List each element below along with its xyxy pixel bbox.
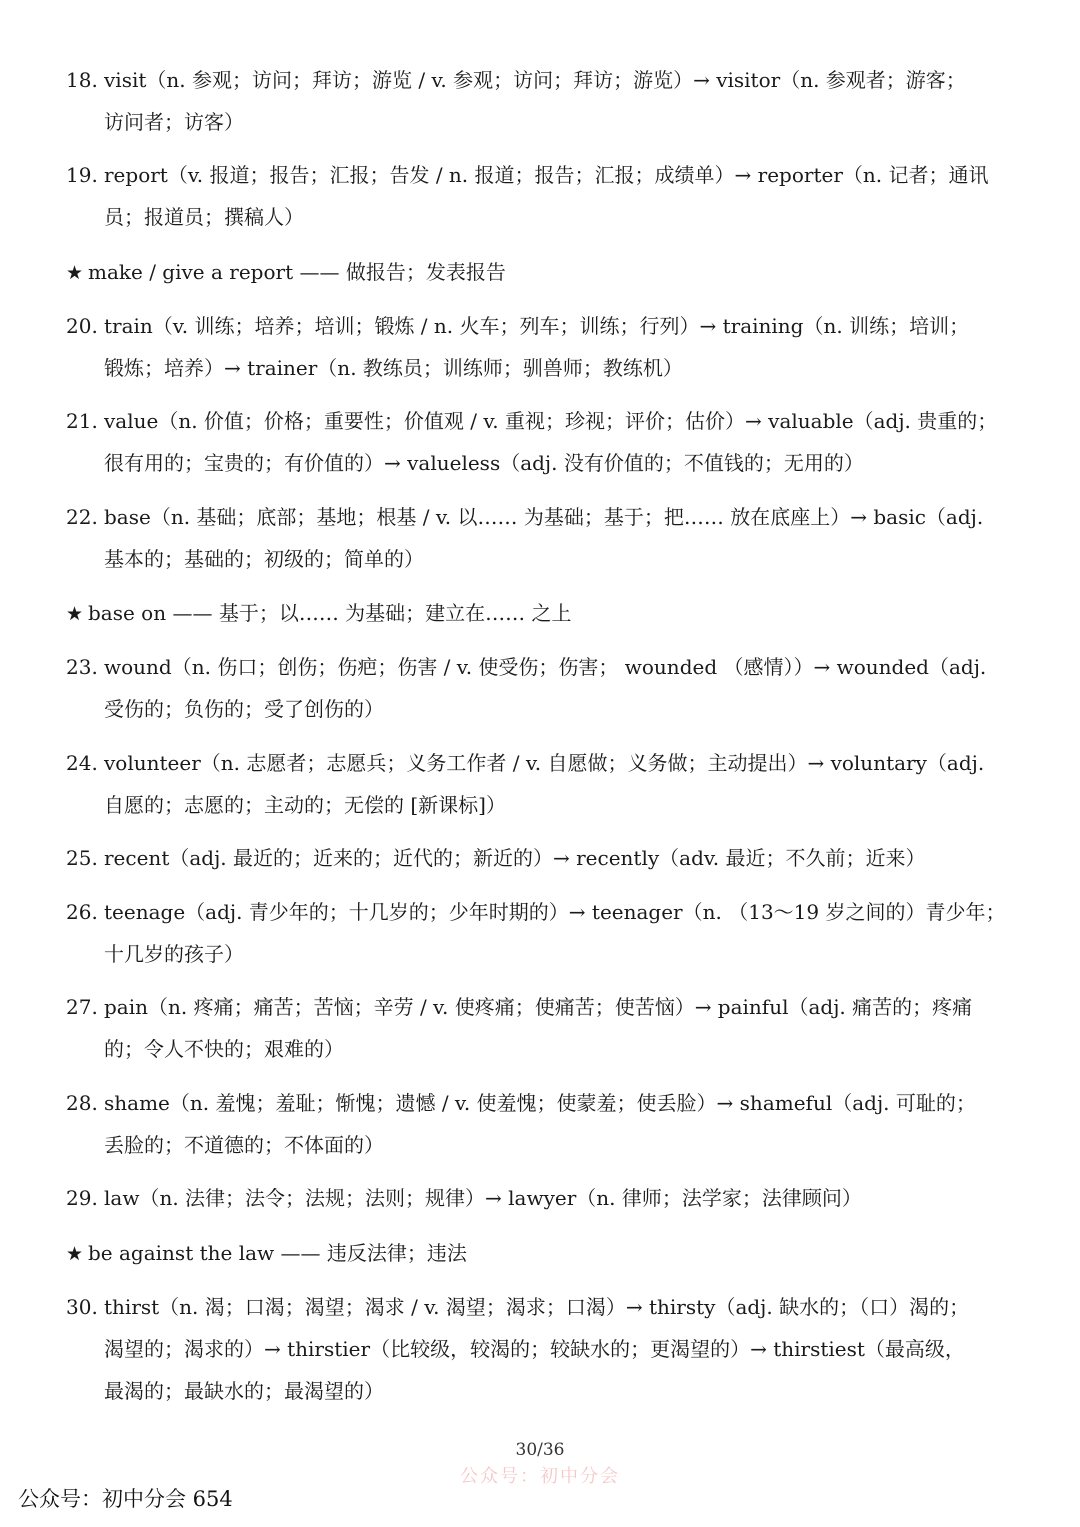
entry-number: 18. bbox=[66, 68, 98, 92]
vocab-entry-29 bbox=[66, 1177, 1026, 1219]
entry-number: 25. bbox=[66, 846, 98, 870]
page-number: 30/36 bbox=[515, 1440, 565, 1460]
vocab-entry-28 bbox=[66, 1082, 1026, 1166]
entry-text: wound（n. 伤口；创伤；伤疤；伤害 / v. 使受伤；伤害； wounded （感情））→ wounded（adj. bbox=[104, 655, 987, 679]
entry-number: 23. bbox=[66, 655, 98, 679]
entry-text: shame（n. 羞愧；羞耻；惭愧；遗憾 / v. 使羞愧；使蒙羞；使丢脸）→ shameful（adj. 可耻的； bbox=[104, 1091, 976, 1115]
vocab-entry-21 bbox=[66, 400, 1026, 484]
phrase-text: make / give a report —— 做报告；发表报告 bbox=[88, 260, 506, 284]
vocab-entry-30 bbox=[66, 1286, 1026, 1412]
phrase-note-report bbox=[66, 251, 1026, 294]
entry-number: 28. bbox=[66, 1091, 98, 1115]
vocab-entry-25 bbox=[66, 837, 1026, 879]
phrase-note-base-on bbox=[66, 592, 1026, 635]
vocab-entry-19 bbox=[66, 154, 1026, 238]
watermark-text: 公众号：初中分会 bbox=[460, 1466, 620, 1487]
entry-text: thirst（n. 渴；口渴；渴望；渴求 / v. 渴望；渴求；口渴）→ thirsty（adj. 缺水的；（口）渴的； bbox=[104, 1295, 970, 1319]
entry-number: 19. bbox=[66, 163, 98, 187]
entry-number: 21. bbox=[66, 409, 98, 433]
entry-number: 24. bbox=[66, 751, 98, 775]
phrase-text: be against the law —— 违反法律；违法 bbox=[88, 1241, 467, 1265]
phrase-text: base on —— 基于；以…… 为基础；建立在…… 之上 bbox=[88, 601, 572, 625]
entry-text-continued: 员；报道员；撰稿人） bbox=[104, 205, 304, 229]
entry-text-continued: 自愿的；志愿的；主动的；无偿的 [新课标]） bbox=[104, 793, 506, 817]
entry-text: recent（adj. 最近的；近来的；近代的；新近的）→ recently（adv. 最近；不久前；近来） bbox=[104, 846, 926, 870]
vocab-entry-22 bbox=[66, 496, 1026, 580]
entry-text: law（n. 法律；法令；法规；法则；规律）→ lawyer（n. 律师；法学家；法律顾问） bbox=[104, 1186, 862, 1210]
entry-text: volunteer（n. 志愿者；志愿兵；义务工作者 / v. 自愿做；义务做；主动提出）→ voluntary（adj. bbox=[104, 751, 985, 775]
entry-text-continued: 锻炼；培养）→ trainer（n. 教练员；训练师；驯兽师；教练机） bbox=[104, 356, 683, 380]
entry-text: teenage（adj. 青少年的；十几岁的；少年时期的）→ teenager（n. （13～19 岁之间的）青少年； bbox=[104, 900, 1006, 924]
phrase-note-law bbox=[66, 1232, 1026, 1275]
entry-number: 20. bbox=[66, 314, 98, 338]
entry-text: train（v. 训练；培养；培训；锻炼 / n. 火车；列车；训练；行列）→ training（n. 训练；培训； bbox=[104, 314, 970, 338]
entry-number: 26. bbox=[66, 900, 98, 924]
entry-number: 29. bbox=[66, 1186, 98, 1210]
entry-number: 22. bbox=[66, 505, 98, 529]
account-label: 公众号：初中分会 654 bbox=[18, 1487, 233, 1511]
vocab-entry-20 bbox=[66, 305, 1026, 389]
entry-text-continued: 受伤的；负伤的；受了创伤的） bbox=[104, 697, 384, 721]
star-icon: ★ bbox=[66, 1243, 84, 1265]
vocab-entry-26 bbox=[66, 891, 1026, 975]
vocab-entry-18 bbox=[66, 59, 1026, 143]
entry-number: 30. bbox=[66, 1295, 98, 1319]
entry-text: value（n. 价值；价格；重要性；价值观 / v. 重视；珍视；评价；估价）→ valuable（adj. 贵重的； bbox=[104, 409, 998, 433]
entry-text-continued: 基本的；基础的；初级的；简单的） bbox=[104, 547, 424, 571]
entry-text-continued: 十几岁的孩子） bbox=[104, 942, 244, 966]
entry-text: pain（n. 疼痛；痛苦；苦恼；辛劳 / v. 使疼痛；使痛苦；使苦恼）→ painful（adj. 痛苦的；疼痛 bbox=[104, 995, 973, 1019]
entry-text: visit（n. 参观；访问；拜访；游览 / v. 参观；访问；拜访；游览）→ visitor（n. 参观者；游客； bbox=[104, 68, 966, 92]
star-icon: ★ bbox=[66, 603, 84, 625]
entry-text: report（v. 报道；报告；汇报；告发 / n. 报道；报告；汇报；成绩单）→ reporter（n. 记者；通讯 bbox=[104, 163, 989, 187]
vocab-entry-24 bbox=[66, 742, 1026, 826]
vocab-entry-27 bbox=[66, 986, 1026, 1070]
entry-text-continued: 的；令人不快的；艰难的） bbox=[104, 1037, 344, 1061]
entry-text: base（n. 基础；底部；基地；根基 / v. 以…… 为基础；基于；把…… 放在底座上）→ basic（adj. bbox=[104, 505, 984, 529]
vocab-entry-23 bbox=[66, 646, 1026, 730]
entry-text-continued: 丢脸的；不道德的；不体面的） bbox=[104, 1133, 384, 1157]
entry-text-continued: 渴望的；渴求的）→ thirstier（比较级，较渴的；较缺水的；更渴望的）→ thirstiest（最高级， bbox=[104, 1337, 965, 1361]
entry-text-continued: 访问者；访客） bbox=[104, 110, 244, 134]
star-icon: ★ bbox=[66, 262, 84, 284]
entry-text-continued: 最渴的；最缺水的；最渴望的） bbox=[104, 1379, 384, 1403]
entry-number: 27. bbox=[66, 995, 98, 1019]
entry-text-continued: 很有用的；宝贵的；有价值的）→ valueless（adj. 没有价值的；不值钱的；无用的） bbox=[104, 451, 864, 475]
